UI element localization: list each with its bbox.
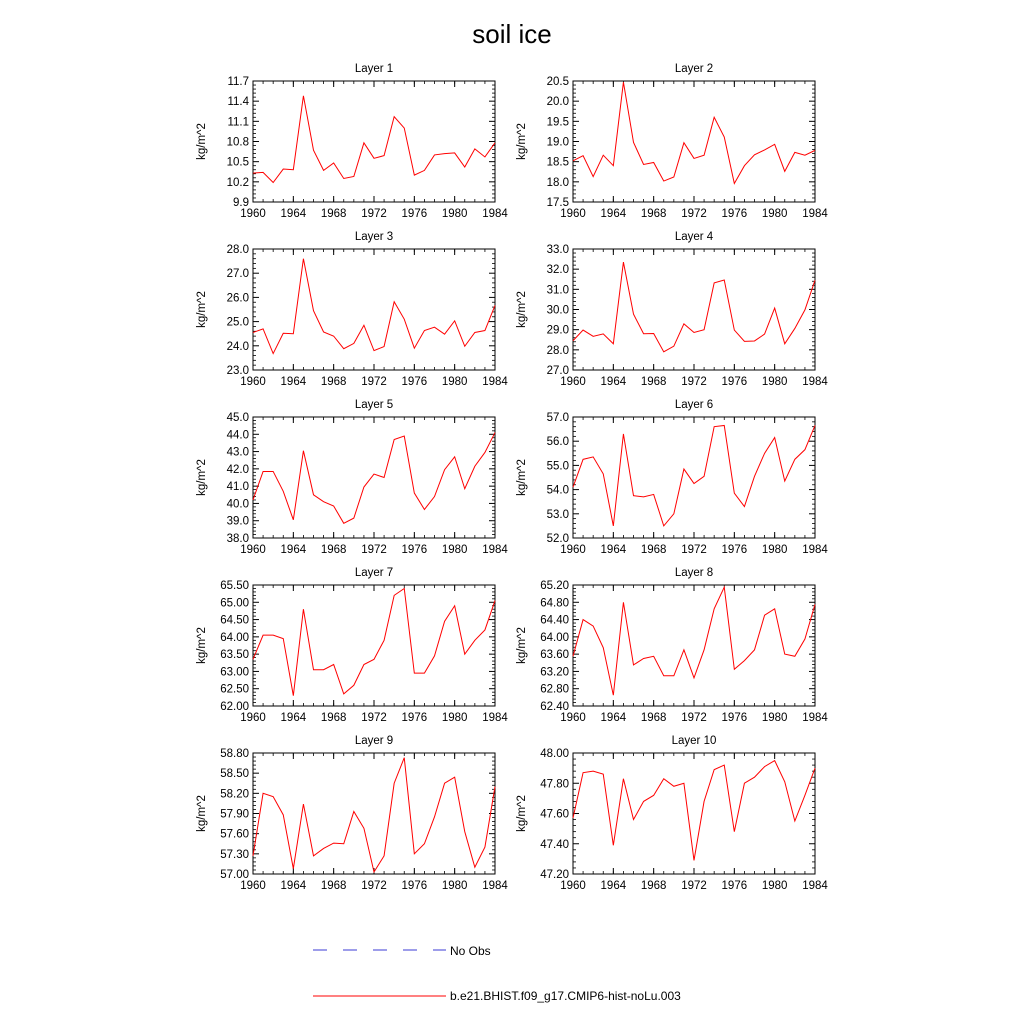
- y-tick-label: 10.5: [226, 156, 249, 169]
- panel-layer-2: [516, 63, 828, 220]
- y-tick-label: 25.0: [226, 316, 249, 329]
- panel-title: Layer 8: [674, 567, 714, 579]
- y-tick-label: 58.80: [220, 748, 249, 760]
- x-tick-label: 1972: [681, 208, 707, 220]
- y-axis-label: kg/m^2: [196, 627, 208, 664]
- x-tick-label: 1980: [761, 880, 788, 892]
- y-tick-label: 30.0: [546, 304, 569, 317]
- x-tick-label: 1972: [361, 208, 387, 220]
- series-line: [253, 433, 495, 524]
- plot-frame: [573, 249, 815, 370]
- y-axis-label: kg/m^2: [516, 459, 528, 496]
- y-tick-label: 18.0: [546, 176, 569, 189]
- x-tick-label: 1968: [640, 712, 667, 724]
- y-tick-label: 41.0: [226, 481, 249, 494]
- series-line: [573, 761, 815, 861]
- panel-layer-10: [516, 735, 828, 892]
- panel-layer-4: [516, 231, 828, 388]
- y-tick-label: 63.60: [540, 649, 569, 662]
- x-tick-label: 1968: [640, 544, 667, 556]
- x-tick-label: 1972: [361, 544, 387, 556]
- y-tick-label: 57.00: [220, 869, 249, 881]
- y-tick-label: 65.20: [540, 580, 569, 592]
- x-tick-label: 1968: [320, 376, 347, 388]
- y-tick-label: 56.0: [546, 436, 569, 449]
- x-tick-label: 1968: [640, 880, 667, 892]
- x-tick-label: 1964: [280, 208, 307, 220]
- x-tick-label: 1960: [240, 880, 266, 892]
- y-tick-label: 57.60: [220, 828, 249, 841]
- y-tick-label: 26.0: [226, 292, 249, 305]
- panel-title: Layer 6: [674, 399, 714, 411]
- y-tick-label: 47.80: [540, 778, 569, 791]
- y-tick-label: 43.0: [226, 446, 249, 459]
- x-tick-label: 1984: [802, 712, 828, 724]
- y-axis-label: kg/m^2: [516, 291, 528, 328]
- y-tick-label: 57.0: [546, 412, 569, 424]
- x-tick-label: 1964: [600, 208, 627, 220]
- panel-title: Layer 10: [671, 735, 717, 747]
- x-tick-label: 1976: [721, 712, 748, 724]
- y-tick-label: 32.0: [546, 264, 569, 277]
- y-tick-label: 10.8: [226, 136, 249, 149]
- x-tick-label: 1968: [640, 376, 667, 388]
- x-tick-label: 1968: [320, 544, 347, 556]
- series-line: [253, 96, 495, 183]
- panel-grid: [196, 63, 828, 892]
- x-tick-label: 1960: [240, 712, 266, 724]
- x-tick-label: 1980: [441, 544, 468, 556]
- y-axis-label: kg/m^2: [516, 627, 528, 664]
- y-tick-label: 62.80: [540, 683, 569, 696]
- x-tick-label: 1976: [401, 880, 428, 892]
- y-tick-label: 52.0: [546, 533, 569, 545]
- x-tick-label: 1964: [280, 880, 307, 892]
- series-line: [573, 262, 815, 352]
- y-axis-label: kg/m^2: [196, 291, 208, 328]
- x-tick-label: 1964: [280, 376, 307, 388]
- plot-frame: [253, 753, 495, 874]
- x-tick-label: 1964: [600, 376, 627, 388]
- legend-no-obs-label: No Obs: [450, 944, 491, 958]
- x-tick-label: 1964: [280, 544, 307, 556]
- y-tick-label: 38.0: [226, 533, 249, 545]
- y-tick-label: 65.00: [220, 597, 249, 610]
- x-tick-label: 1980: [441, 208, 468, 220]
- y-axis-label: kg/m^2: [196, 123, 208, 160]
- panel-layer-6: [516, 399, 828, 556]
- y-tick-label: 28.0: [546, 344, 569, 357]
- x-tick-label: 1960: [240, 544, 266, 556]
- plot-frame: [573, 585, 815, 706]
- x-tick-label: 1968: [640, 208, 667, 220]
- series-line: [573, 425, 815, 525]
- y-tick-label: 44.0: [226, 429, 249, 442]
- y-tick-label: 31.0: [546, 284, 569, 297]
- y-tick-label: 64.50: [220, 614, 249, 627]
- y-tick-label: 24.0: [226, 340, 249, 353]
- y-tick-label: 63.50: [220, 649, 249, 662]
- y-tick-label: 57.90: [220, 808, 249, 821]
- x-tick-label: 1976: [401, 376, 428, 388]
- y-tick-label: 47.20: [540, 869, 569, 881]
- series-line: [253, 758, 495, 872]
- y-tick-label: 47.60: [540, 808, 569, 821]
- x-tick-label: 1984: [482, 376, 508, 388]
- y-tick-label: 64.00: [220, 631, 249, 644]
- y-tick-label: 57.30: [220, 848, 249, 861]
- y-tick-label: 33.0: [546, 244, 569, 256]
- y-tick-label: 20.5: [546, 76, 569, 88]
- x-tick-label: 1976: [401, 544, 428, 556]
- legend: [313, 944, 681, 1003]
- x-tick-label: 1976: [721, 544, 748, 556]
- plot-frame: [573, 81, 815, 202]
- x-tick-label: 1960: [560, 880, 586, 892]
- x-tick-label: 1960: [560, 208, 586, 220]
- panel-title: Layer 1: [354, 63, 394, 75]
- y-tick-label: 40.0: [226, 498, 249, 511]
- x-tick-label: 1972: [681, 712, 707, 724]
- y-tick-label: 19.0: [546, 136, 569, 149]
- x-tick-label: 1984: [482, 208, 508, 220]
- series-line: [253, 588, 495, 695]
- x-tick-label: 1972: [681, 376, 707, 388]
- y-tick-label: 63.20: [540, 666, 569, 679]
- y-tick-label: 9.9: [233, 197, 249, 209]
- y-tick-label: 62.50: [220, 683, 249, 696]
- plot-frame: [253, 417, 495, 538]
- plot-frame: [253, 585, 495, 706]
- figure-title: soil ice: [472, 19, 552, 49]
- x-tick-label: 1976: [721, 208, 748, 220]
- x-tick-label: 1964: [280, 712, 307, 724]
- x-tick-label: 1964: [600, 712, 627, 724]
- x-tick-label: 1980: [761, 544, 788, 556]
- y-tick-label: 54.0: [546, 484, 569, 497]
- x-tick-label: 1968: [320, 208, 347, 220]
- panel-layer-7: [196, 567, 508, 724]
- plot-frame: [573, 417, 815, 538]
- x-tick-label: 1972: [361, 712, 387, 724]
- x-tick-label: 1960: [240, 376, 266, 388]
- x-tick-label: 1980: [761, 712, 788, 724]
- y-tick-label: 29.0: [546, 324, 569, 337]
- x-tick-label: 1980: [441, 712, 468, 724]
- x-tick-label: 1972: [361, 376, 387, 388]
- legend-model-label: b.e21.BHIST.f09_g17.CMIP6-hist-noLu.003: [450, 989, 681, 1003]
- panel-layer-1: [196, 63, 508, 220]
- x-tick-label: 1984: [802, 376, 828, 388]
- x-tick-label: 1976: [721, 376, 748, 388]
- plot-frame: [253, 81, 495, 202]
- x-tick-label: 1964: [600, 880, 627, 892]
- panel-title: Layer 9: [354, 735, 394, 747]
- x-tick-label: 1960: [560, 376, 586, 388]
- y-tick-label: 47.40: [540, 838, 569, 851]
- y-tick-label: 19.5: [546, 116, 569, 129]
- y-axis-label: kg/m^2: [516, 123, 528, 160]
- y-tick-label: 27.0: [226, 268, 249, 281]
- x-tick-label: 1968: [320, 712, 347, 724]
- series-line: [573, 587, 815, 695]
- y-tick-label: 17.5: [546, 197, 569, 209]
- y-tick-label: 64.00: [540, 631, 569, 644]
- x-tick-label: 1960: [240, 208, 266, 220]
- x-tick-label: 1972: [681, 880, 707, 892]
- x-tick-label: 1980: [441, 376, 468, 388]
- x-tick-label: 1972: [681, 544, 707, 556]
- panel-title: Layer 4: [674, 231, 714, 243]
- panel-layer-9: [196, 735, 508, 892]
- x-tick-label: 1960: [560, 712, 586, 724]
- x-tick-label: 1984: [482, 544, 508, 556]
- panel-layer-3: [196, 231, 508, 388]
- y-tick-label: 62.00: [220, 701, 249, 713]
- y-tick-label: 11.1: [227, 116, 249, 129]
- y-tick-label: 58.20: [220, 788, 249, 801]
- panel-title: Layer 2: [674, 63, 714, 75]
- y-tick-label: 18.5: [546, 156, 569, 169]
- y-axis-label: kg/m^2: [196, 459, 208, 496]
- y-tick-label: 65.50: [220, 580, 249, 592]
- y-tick-label: 11.4: [227, 96, 249, 109]
- x-tick-label: 1976: [401, 208, 428, 220]
- y-tick-label: 20.0: [546, 96, 569, 109]
- y-tick-label: 28.0: [226, 244, 249, 256]
- plot-frame: [253, 249, 495, 370]
- x-tick-label: 1984: [802, 880, 828, 892]
- y-tick-label: 39.0: [226, 515, 249, 528]
- y-tick-label: 63.00: [220, 666, 249, 679]
- y-tick-label: 45.0: [226, 412, 249, 424]
- panel-title: Layer 3: [354, 231, 394, 243]
- panel-title: Layer 7: [354, 567, 394, 579]
- panel-layer-5: [196, 399, 508, 556]
- x-tick-label: 1964: [600, 544, 627, 556]
- y-tick-label: 62.40: [540, 701, 569, 713]
- y-tick-label: 27.0: [546, 365, 569, 377]
- y-tick-label: 10.2: [226, 176, 249, 189]
- x-tick-label: 1984: [802, 208, 828, 220]
- x-tick-label: 1972: [361, 880, 387, 892]
- y-tick-label: 64.80: [540, 597, 569, 610]
- y-tick-label: 23.0: [226, 365, 249, 377]
- x-tick-label: 1960: [560, 544, 586, 556]
- series-line: [253, 259, 495, 354]
- y-tick-label: 53.0: [546, 508, 569, 521]
- x-tick-label: 1976: [401, 712, 428, 724]
- y-tick-label: 42.0: [226, 463, 249, 476]
- x-tick-label: 1980: [761, 208, 788, 220]
- y-tick-label: 11.7: [227, 76, 249, 88]
- y-axis-label: kg/m^2: [516, 795, 528, 832]
- series-line: [573, 82, 815, 183]
- y-tick-label: 58.50: [220, 768, 249, 781]
- panel-title: Layer 5: [354, 399, 394, 411]
- x-tick-label: 1968: [320, 880, 347, 892]
- x-tick-label: 1984: [482, 880, 508, 892]
- x-tick-label: 1980: [761, 376, 788, 388]
- y-tick-label: 55.0: [546, 460, 569, 473]
- x-tick-label: 1980: [441, 880, 468, 892]
- x-tick-label: 1984: [482, 712, 508, 724]
- y-tick-label: 48.00: [540, 748, 569, 760]
- x-tick-label: 1984: [802, 544, 828, 556]
- y-tick-label: 64.40: [540, 614, 569, 627]
- x-tick-label: 1976: [721, 880, 748, 892]
- panel-layer-8: [516, 567, 828, 724]
- y-axis-label: kg/m^2: [196, 795, 208, 832]
